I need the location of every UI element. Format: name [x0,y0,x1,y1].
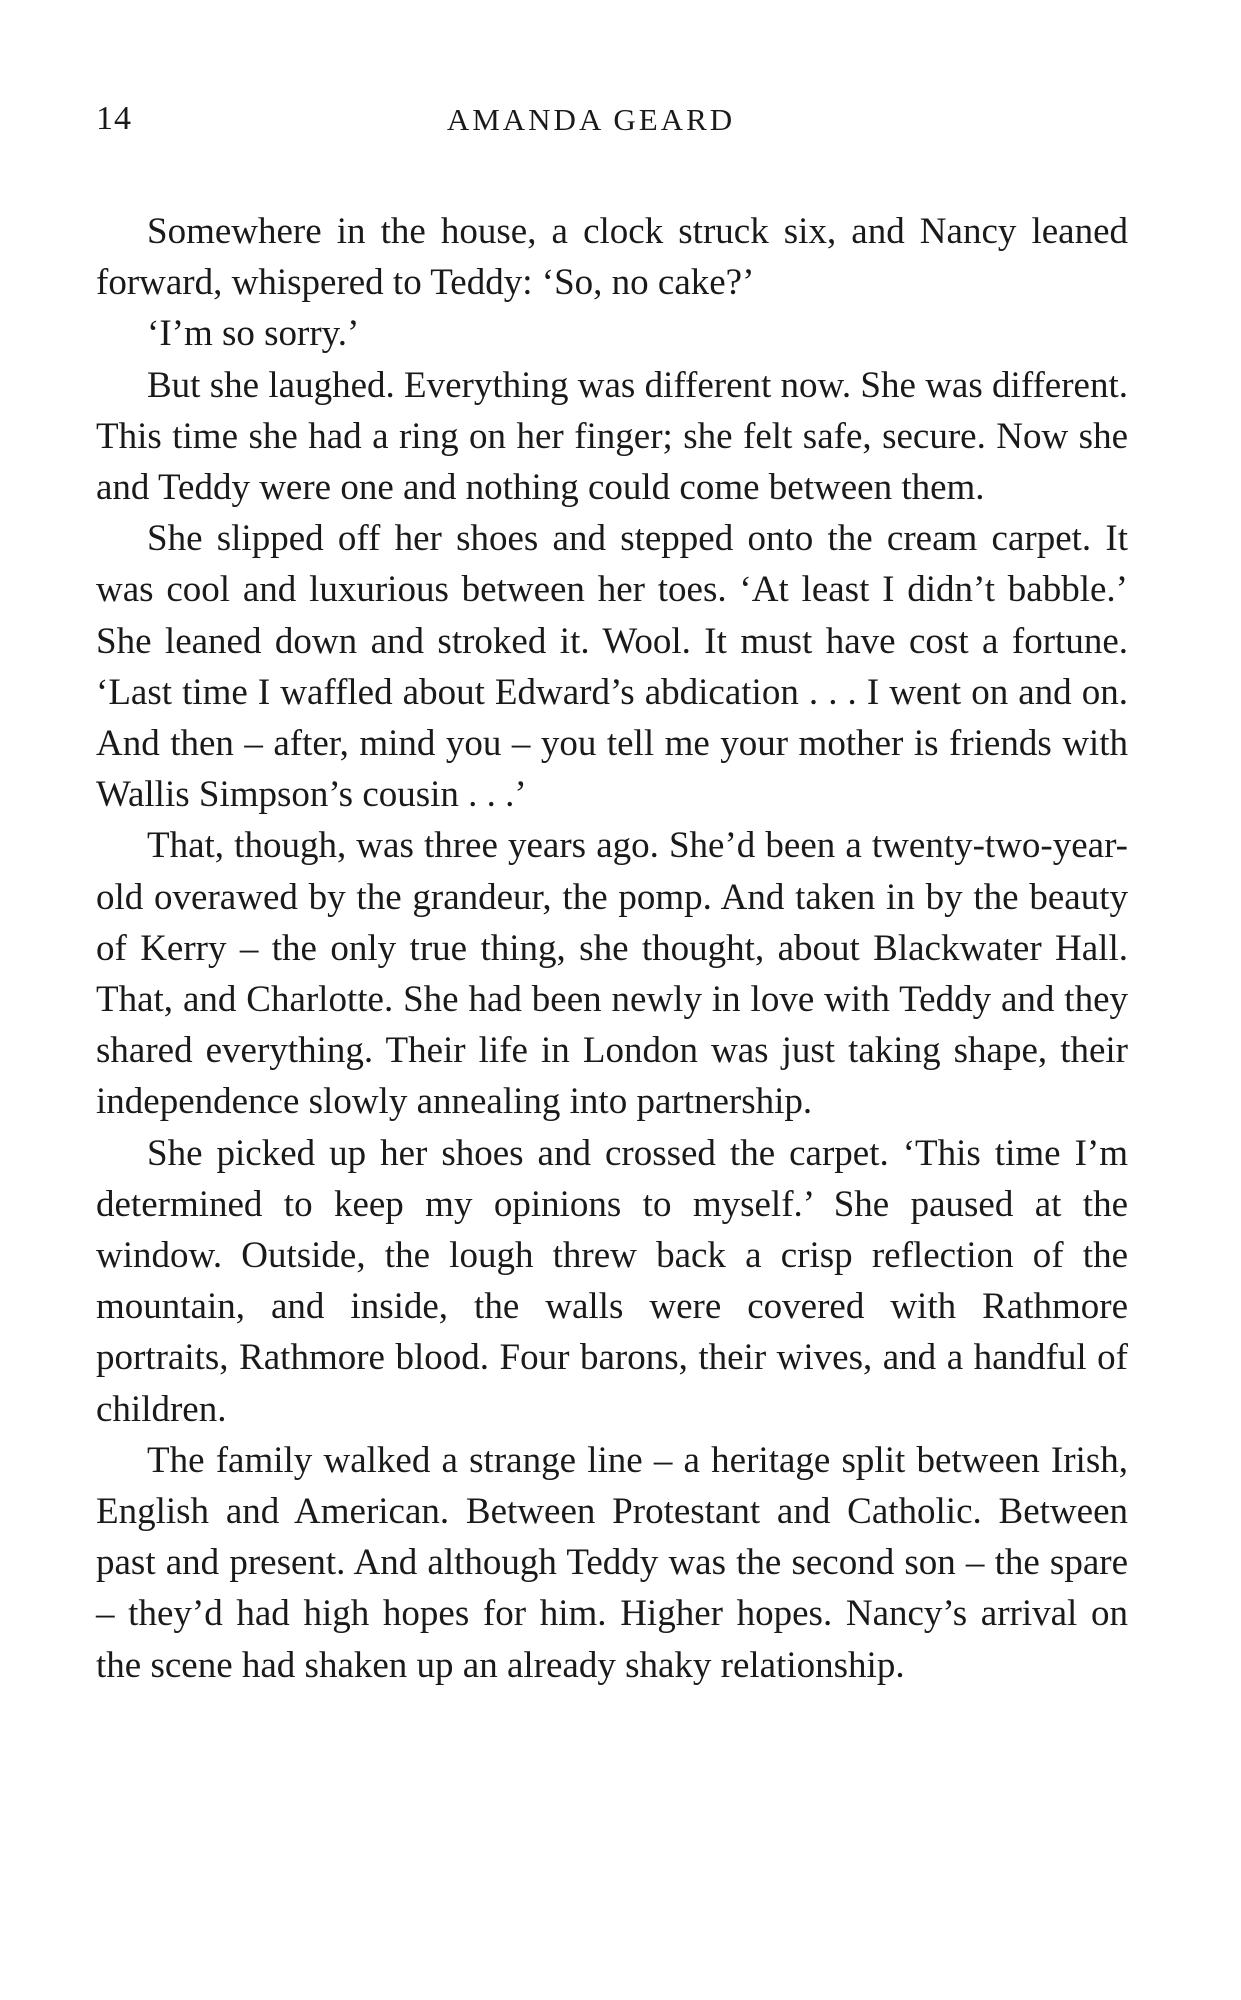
paragraph: She picked up her shoes and crossed the carpet. ‘This time I’m determined to keep my opinions to myself.’ She paused at the window. Outside, the lough threw back a crisp reflection of the mountain, and inside, the walls were covered with Rathmore portraits, Rathmore blood. Four barons, their wives, and a handful of children. [96,1132,1128,1430]
paragraph: That, though, was three years ago. She’d been a twenty-two-year-old overawed by the grandeur, the pomp. And taken in by the beauty of Kerry – the only true thing, she thought, about Blackwater Hall. That, and Charlotte. She had been newly in love with Teddy and they shared everything. Their life in London was just taking shape, their independence slowly annealing into partnership. [96,825,1128,1123]
paragraph: Somewhere in the house, a clock struck six, and Nancy leaned forward, whispered to Teddy: ‘So, no cake?’ [96,211,1128,304]
page-header [96,100,1126,144]
paragraph: But she laughed. Everything was different now. She was different. This time she had a ring on her finger; she felt safe, secure. Now she and Teddy were one and nothing could come between them. [96,364,1128,509]
paragraph: She slipped off her shoes and stepped onto the cream carpet. It was cool and luxurious between her toes. ‘At least I didn’t babble.’ She leaned down and stroked it. Wool. It must have cost a fortune. ‘Last time I waffled about Edward’s abdication . . . I went on and on. And then – after, mind you – you tell me your mother is friends with Wallis Simpson’s cousin . . .’ [96,518,1128,816]
page-number: 14 [96,100,132,137]
running-head: AMANDA GEARD [446,102,736,137]
body-text [96,206,1128,1691]
paragraph: The family walked a strange line – a heritage split between Irish, English and American. Between Protestant and Catholic. Between past and present. And although Teddy was the second son – the spare – they’d had high hopes for him. Higher hopes. Nancy’s arrival on the scene had shaken up an already shaky relationship. [96,1439,1128,1686]
paragraph: ‘I’m so sorry.’ [147,313,360,355]
